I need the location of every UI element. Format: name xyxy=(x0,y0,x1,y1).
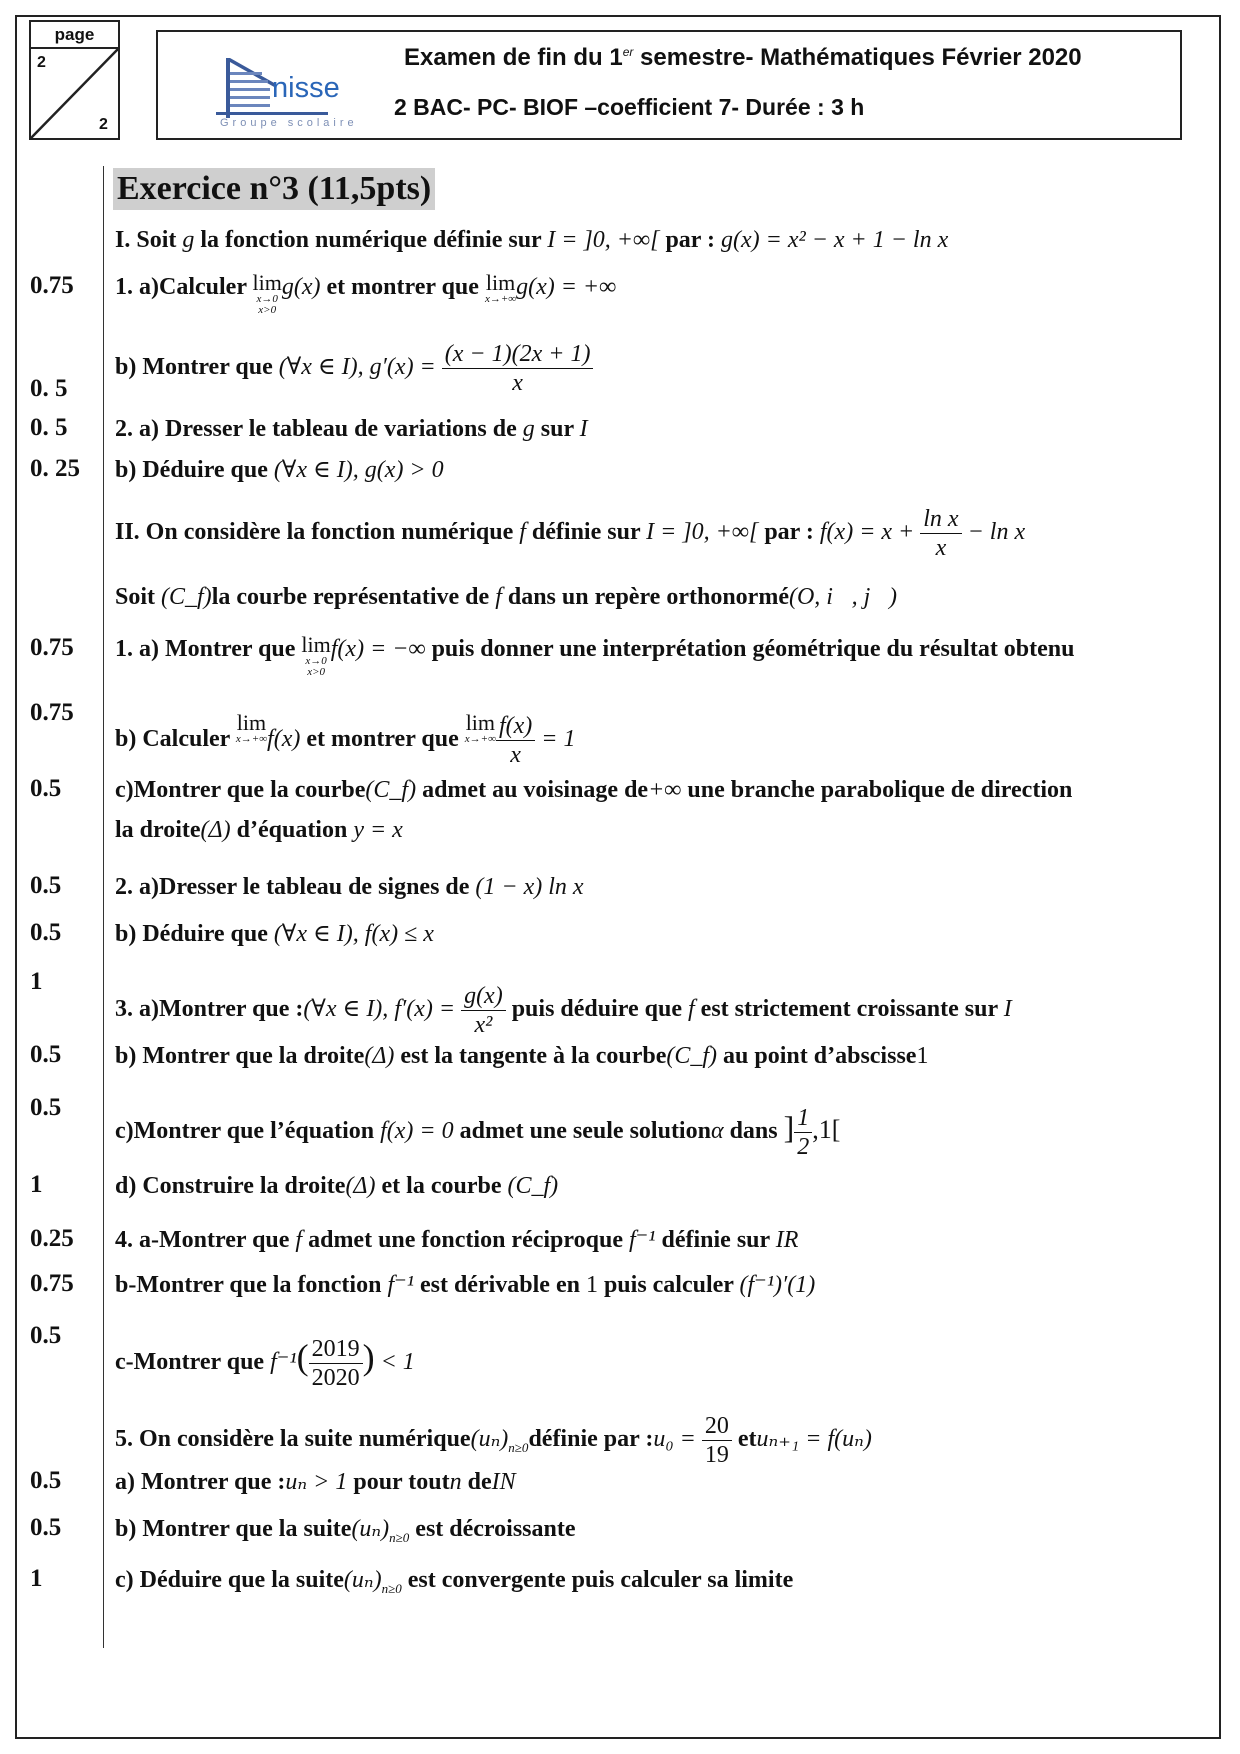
question-ii-5: 5. On considère la suite $numérique(u_n)_{n\ge 0}définie$ par :u₀ = $\frac{20}{19}$ etuₙ₊₁ = f(uₙ) xyxy=(115,1413,872,1468)
school-logo xyxy=(216,44,366,132)
question-ii-4a: 4. a-Montrer que f admet une fonction réciproque f⁻¹ définie sur IR xyxy=(115,1227,799,1253)
points-value: 0.75 xyxy=(30,272,74,299)
points-value: 0.5 xyxy=(30,1514,62,1541)
points-value: 0.75 xyxy=(30,1270,74,1297)
question-ii-1b: b) Calculer lim x→+∞ f(x) et montrer que lim x→+∞ $\frac{f(x)}{x}$ = 1 xyxy=(115,710,576,768)
logo-text: nisse xyxy=(272,72,340,104)
question-ii-3b: b) Montrer que la droite(Δ) est la tangente à la courbe(C_f) au point d’abscisse1 xyxy=(115,1043,929,1069)
points-value: 0.5 xyxy=(30,1322,62,1349)
question-ii-4b: b-Montrer que la fonction f⁻¹ est dérivable en 1 puis calculer (f⁻¹)′(1) xyxy=(115,1272,816,1298)
question-1b: b) Montrer que (∀x ∈ I), g′(x) = $\frac{(x - 1)(2x + 1)}{x}$ xyxy=(115,340,593,397)
points-value: 0. 5 xyxy=(30,414,68,441)
points-value: 1 xyxy=(30,968,43,995)
question-ii-2a: 2. a)Dresser le tableau de signes de (1 − x) ln x xyxy=(115,874,584,900)
question-ii-1a: 1. a) Montrer que lim x→0 x>0 f(x) = −∞ puis donner une interprétation géométrique du résultat obtenu xyxy=(115,632,1075,678)
question-ii-2b: b) Déduire que (∀x ∈ I), f(x) ≤ x xyxy=(115,921,434,947)
page-current: 2 xyxy=(37,54,46,71)
points-value: 0.5 xyxy=(30,919,62,946)
exam-header xyxy=(156,30,1182,140)
exam-subtitle: 2 BAC- PC- BIOF –coefficient 7- Durée : 3 h xyxy=(394,94,865,120)
part-one-intro: I. Soit g la fonction numérique définie sur I = ]0, +∞[ par : g(x) = x² − x + 1 − ln x xyxy=(115,227,949,253)
points-value: 0. 5 xyxy=(30,375,68,402)
points-value: 0.5 xyxy=(30,1467,62,1494)
question-ii-3c: c)Montrer que l’équation f(x) = 0 admet une seule solutionα dans ] $\frac{1}{2}$ ,1[ xyxy=(115,1105,841,1160)
page-total: 2 xyxy=(99,116,108,133)
question-ii-5b: b) Montrer que la $suite(u_n)_{n\ge 0}$ est décroissante xyxy=(115,1516,576,1545)
exercise-title: Exercice n°3 (11,5pts) xyxy=(113,168,435,210)
part-two-intro: II. On considère la fonction numérique f définie sur I = ]0, +∞[ par : f(x) = x + $\frac{\text{ln x}}{x}$ − ln x xyxy=(115,506,1026,561)
points-value: 0.75 xyxy=(30,634,74,661)
question-1a: 1. a)Calculer lim x→0 x>0 g(x) et montrer que lim x→+∞ g(x) = +∞ xyxy=(115,270,617,316)
page-badge-label: page xyxy=(31,22,118,49)
question-ii-3a: 3. a)Montrer que :(∀x ∈ I), f′(x) = $\frac{g(x)}{\text{x²}}$ puis déduire que f est strictement croissante sur I xyxy=(115,983,1012,1038)
question-ii-1c-cont: la droite(Δ) d’équation y = x xyxy=(115,817,403,843)
points-value: 0.5 xyxy=(30,1041,62,1068)
margin-rule xyxy=(103,166,104,1648)
points-value: 0.5 xyxy=(30,1094,62,1121)
question-ii-4c: c-Montrer que f⁻¹( $\frac{2019}{2020}$ ) < 1 xyxy=(115,1336,415,1391)
question-ii-5a: a) Montrer que :uₙ > 1 pour toutn deIN xyxy=(115,1469,516,1495)
logo-subtitle: Groupe scolaire xyxy=(220,117,358,129)
points-value: 1 xyxy=(30,1171,43,1198)
question-ii-1c: c)Montrer que la courbe(C_f) admet au voisinage de+∞ une branche parabolique de direction xyxy=(115,777,1073,803)
points-value: 0. 25 xyxy=(30,455,80,482)
points-value: 0.5 xyxy=(30,872,62,899)
exam-title: Examen de fin du 1er semestre- Mathématiques Février 2020 xyxy=(404,44,1082,71)
curve-definition: Soit (C_f)la courbe représentative de f dans un repère orthonormé(O, i⃗, j⃗) xyxy=(115,584,897,610)
question-2b: b) Déduire que (∀x ∈ I), g(x) > 0 xyxy=(115,457,444,483)
points-value: 0.5 xyxy=(30,775,62,802)
page-badge xyxy=(29,20,120,140)
points-value: 1 xyxy=(30,1565,43,1592)
question-2a: 2. a) Dresser le tableau de variations de g sur I xyxy=(115,416,588,442)
question-ii-5c: c) Déduire que la $suite(u_n)_{n\ge 0}$ est convergente puis calculer sa limite xyxy=(115,1567,794,1596)
points-value: 0.25 xyxy=(30,1225,74,1252)
points-value: 0.75 xyxy=(30,699,74,726)
question-ii-3d: d) Construire la droite(Δ) et la courbe (C_f) xyxy=(115,1173,559,1199)
